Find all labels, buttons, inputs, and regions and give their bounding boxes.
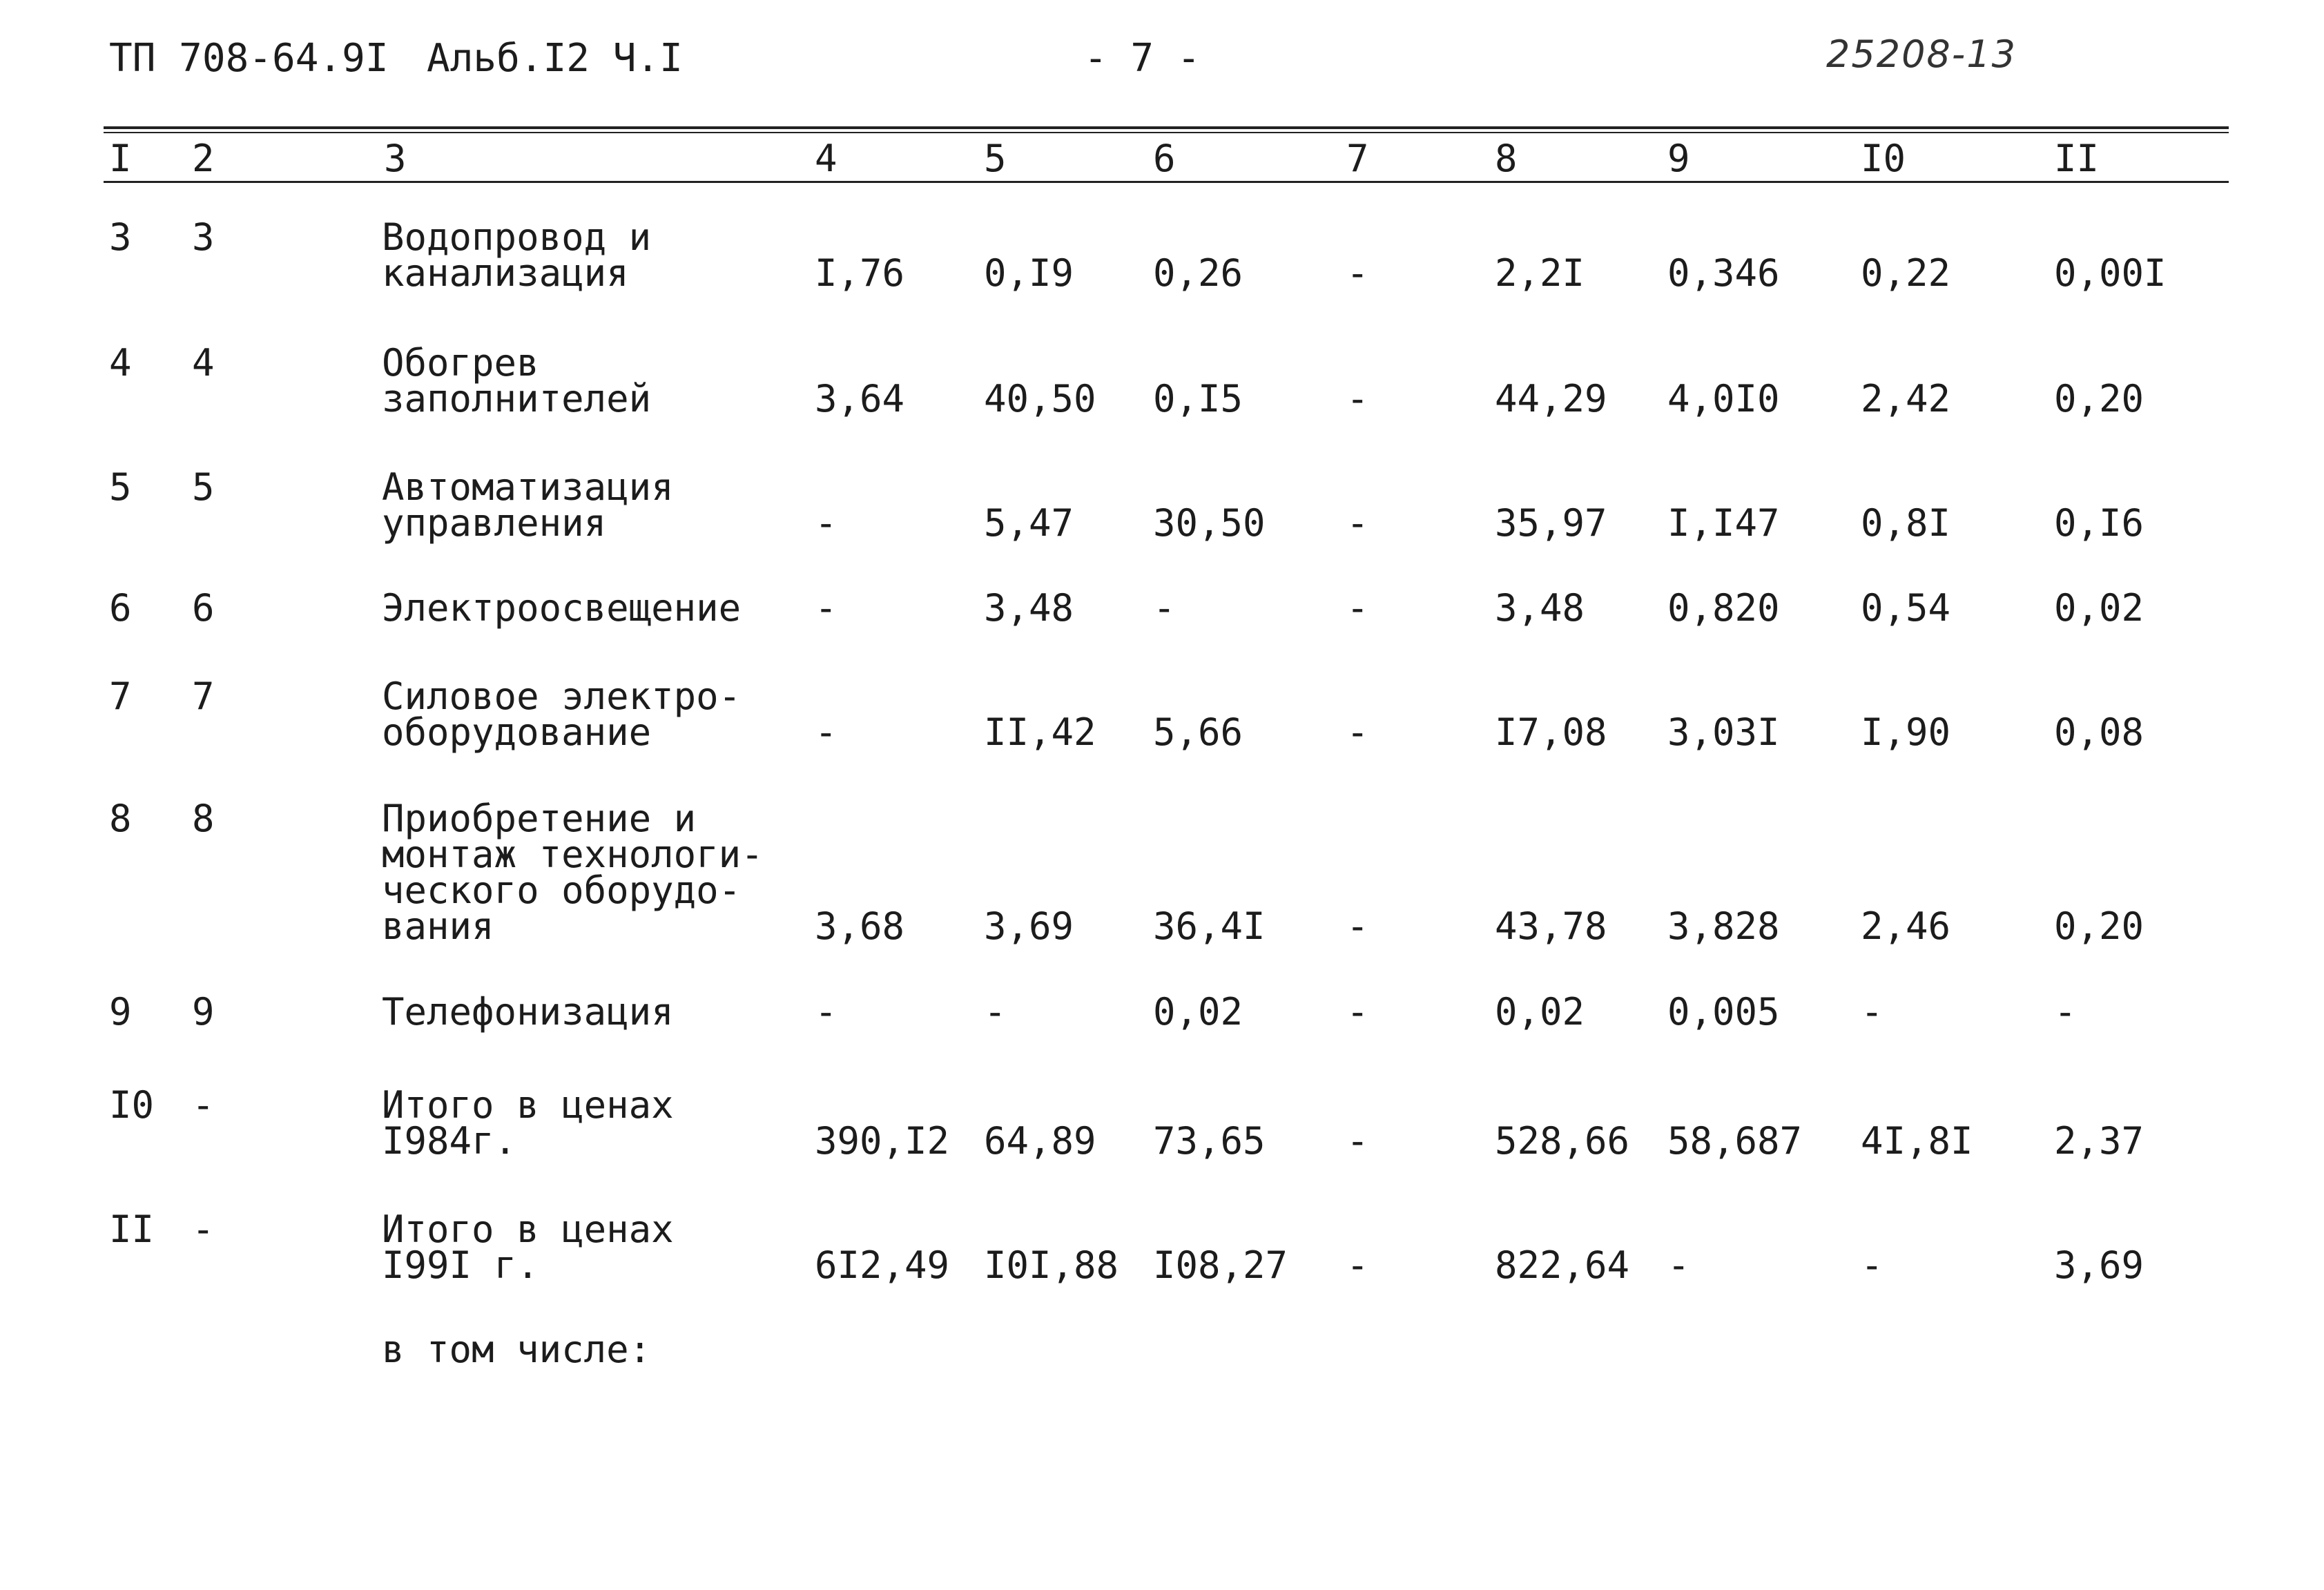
value-cell-10: -: [1861, 1243, 1884, 1287]
column-header-10: I0: [1861, 137, 1906, 180]
value-cell-9: 3,03I: [1667, 710, 1780, 754]
value-cell-6: 0,02: [1153, 990, 1243, 1034]
value-cell-11: -: [2054, 990, 2077, 1034]
value-cell-10: -: [1861, 990, 1884, 1034]
column-header-4: 4: [815, 137, 837, 180]
value-cell-11: 0,02: [2054, 586, 2144, 630]
value-cell-11: 3,69: [2054, 1243, 2144, 1287]
work-name-cell: Водопровод и канализация: [382, 215, 652, 295]
value-cell-9: -: [1667, 1243, 1690, 1287]
value-cell-4: -: [815, 501, 837, 545]
header-rule-top-thin: [104, 132, 2229, 133]
header-rule-top: [104, 126, 2229, 129]
value-cell-6: 73,65: [1153, 1119, 1266, 1163]
row-number-cell: 8: [109, 797, 132, 840]
value-cell-8: 2,2I: [1495, 251, 1585, 295]
footer-note: в том числе:: [382, 1328, 652, 1371]
value-cell-4: 3,68: [815, 904, 905, 948]
value-cell-7: -: [1346, 990, 1369, 1034]
value-cell-6: 30,50: [1153, 501, 1266, 545]
value-cell-7: -: [1346, 251, 1369, 295]
work-name-cell: Обогрев заполнителей: [382, 341, 652, 420]
page-number: - 7 -: [1084, 36, 1201, 81]
value-cell-9: 0,346: [1667, 251, 1780, 295]
value-cell-9: 0,820: [1667, 586, 1780, 630]
value-cell-8: 822,64: [1495, 1243, 1630, 1287]
column-header-5: 5: [984, 137, 1007, 180]
value-cell-5: 3,48: [984, 586, 1074, 630]
value-cell-8: 44,29: [1495, 377, 1607, 420]
row-number-cell: I0: [109, 1083, 155, 1127]
row-number-cell: 5: [109, 465, 132, 509]
value-cell-8: 0,02: [1495, 990, 1585, 1034]
value-cell-10: 0,8I: [1861, 501, 1951, 545]
value-cell-11: 0,I6: [2054, 501, 2144, 545]
item-number-cell: 4: [192, 341, 215, 385]
value-cell-9: 3,828: [1667, 904, 1780, 948]
column-header-3: 3: [384, 137, 407, 180]
value-cell-8: 3,48: [1495, 586, 1585, 630]
value-cell-5: I0I,88: [984, 1243, 1119, 1287]
value-cell-4: I,76: [815, 251, 905, 295]
value-cell-5: 0,I9: [984, 251, 1074, 295]
column-header-11: II: [2054, 137, 2100, 180]
value-cell-7: -: [1346, 501, 1369, 545]
value-cell-4: 390,I2: [815, 1119, 950, 1163]
row-number-cell: 9: [109, 990, 132, 1034]
value-cell-7: -: [1346, 904, 1369, 948]
value-cell-5: -: [984, 990, 1007, 1034]
value-cell-11: 0,20: [2054, 904, 2144, 948]
value-cell-7: -: [1346, 1243, 1369, 1287]
row-number-cell: 4: [109, 341, 132, 385]
value-cell-11: 0,20: [2054, 377, 2144, 420]
value-cell-4: 6I2,49: [815, 1243, 950, 1287]
value-cell-6: 36,4I: [1153, 904, 1266, 948]
value-cell-10: 0,22: [1861, 251, 1951, 295]
value-cell-8: I7,08: [1495, 710, 1607, 754]
value-cell-4: 3,64: [815, 377, 905, 420]
value-cell-11: 0,08: [2054, 710, 2144, 754]
value-cell-9: 0,005: [1667, 990, 1780, 1034]
value-cell-6: 5,66: [1153, 710, 1243, 754]
item-number-cell: 5: [192, 465, 215, 509]
value-cell-5: 5,47: [984, 501, 1074, 545]
document-code: ТП 708-64.9I: [109, 36, 389, 81]
value-cell-6: I08,27: [1153, 1243, 1288, 1287]
column-header-8: 8: [1495, 137, 1518, 180]
column-header-9: 9: [1667, 137, 1690, 180]
work-name-cell: Приобретение и монтаж технологи- ческого оборудо- вания: [382, 797, 764, 948]
value-cell-7: -: [1346, 1119, 1369, 1163]
column-header-1: I: [109, 137, 132, 180]
value-cell-6: -: [1153, 586, 1176, 630]
value-cell-10: I,90: [1861, 710, 1951, 754]
value-cell-7: -: [1346, 377, 1369, 420]
value-cell-4: -: [815, 990, 837, 1034]
value-cell-11: 0,00I: [2054, 251, 2167, 295]
work-name-cell: Автоматизация управления: [382, 465, 674, 545]
value-cell-10: 0,54: [1861, 586, 1951, 630]
value-cell-7: -: [1346, 586, 1369, 630]
column-header-7: 7: [1346, 137, 1369, 180]
work-name-cell: Итого в ценах I984г.: [382, 1083, 674, 1163]
work-name-cell: Силовое электро- оборудование: [382, 675, 742, 754]
value-cell-8: 528,66: [1495, 1119, 1630, 1163]
item-number-cell: -: [192, 1208, 215, 1251]
row-number-cell: 7: [109, 675, 132, 718]
row-number-cell: 6: [109, 586, 132, 630]
value-cell-9: 4,0I0: [1667, 377, 1780, 420]
item-number-cell: 6: [192, 586, 215, 630]
value-cell-6: 0,26: [1153, 251, 1243, 295]
value-cell-10: 4I,8I: [1861, 1119, 1973, 1163]
work-name-cell: Итого в ценах I99I г.: [382, 1208, 674, 1287]
item-number-cell: 8: [192, 797, 215, 840]
item-number-cell: 9: [192, 990, 215, 1034]
column-header-6: 6: [1153, 137, 1176, 180]
item-number-cell: -: [192, 1083, 215, 1127]
column-header-2: 2: [192, 137, 215, 180]
work-name-cell: Электроосвещение: [382, 586, 742, 630]
item-number-cell: 3: [192, 215, 215, 259]
item-number-cell: 7: [192, 675, 215, 718]
value-cell-10: 2,42: [1861, 377, 1951, 420]
value-cell-5: 3,69: [984, 904, 1074, 948]
value-cell-11: 2,37: [2054, 1119, 2144, 1163]
row-number-cell: 3: [109, 215, 132, 259]
row-number-cell: II: [109, 1208, 155, 1251]
value-cell-5: 64,89: [984, 1119, 1096, 1163]
value-cell-7: -: [1346, 710, 1369, 754]
value-cell-9: 58,687: [1667, 1119, 1803, 1163]
value-cell-9: I,I47: [1667, 501, 1780, 545]
value-cell-6: 0,I5: [1153, 377, 1243, 420]
registration-number: 25208-13: [1826, 32, 2017, 76]
value-cell-8: 43,78: [1495, 904, 1607, 948]
value-cell-5: 40,50: [984, 377, 1096, 420]
work-name-cell: Телефонизация: [382, 990, 674, 1034]
value-cell-10: 2,46: [1861, 904, 1951, 948]
value-cell-4: -: [815, 710, 837, 754]
value-cell-4: -: [815, 586, 837, 630]
value-cell-8: 35,97: [1495, 501, 1607, 545]
value-cell-5: II,42: [984, 710, 1096, 754]
album-reference: Альб.I2 Ч.I: [427, 36, 683, 81]
